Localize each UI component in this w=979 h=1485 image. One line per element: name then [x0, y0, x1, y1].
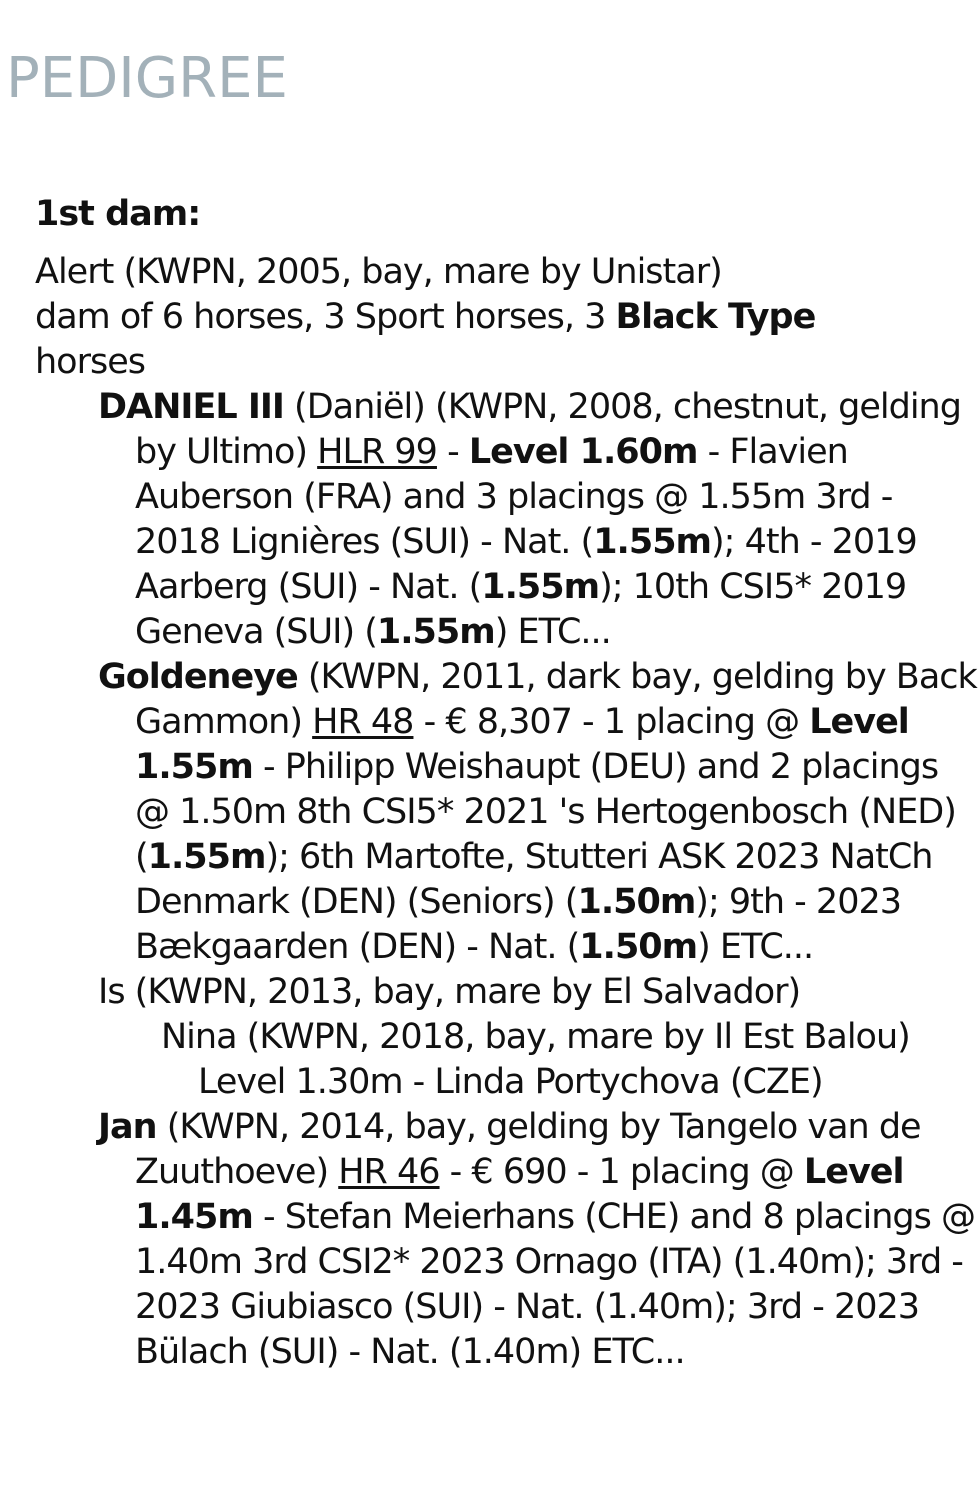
offspring-details: (Daniël) (KWPN, 2008, chestnut, gelding by Ultimo)	[135, 387, 961, 472]
height-value: 1.50m	[577, 882, 696, 922]
rating-link[interactable]: HR 46	[338, 1152, 440, 1192]
page-title: PEDIGREE	[6, 46, 288, 111]
offspring-level: Level 1.55m	[135, 702, 909, 787]
black-type-label: Black Type	[615, 297, 816, 337]
grand-offspring-entry	[161, 1015, 979, 1060]
offspring-level: Level 1.60m	[468, 432, 698, 472]
height-value: 1.55m	[147, 837, 266, 877]
offspring-details: - Stefan Meierhans (CHE) and 8 placings @ 1.40m 3rd CSI2* 2023 Ornago (ITA) (1.40m); 3rd - 2023 Giubiasco (SUI) - Nat. (1.40m); 3rd - 2023 Bülach (SUI) - Nat. (1.40m) ETC...	[135, 1197, 975, 1372]
offspring-details: ); 9th - 2023 Bækgaarden (DEN) - Nat. (	[135, 882, 901, 967]
height-value: 1.55m	[481, 567, 600, 607]
offspring-entry	[98, 655, 979, 970]
first-dam-heading: 1st dam:	[35, 194, 201, 234]
offspring-name: Jan	[98, 1107, 157, 1147]
offspring-details: ); 4th - 2019 Aarberg (SUI) - Nat. (	[135, 522, 917, 607]
height-value: 1.55m	[593, 522, 712, 562]
offspring-details: ) ETC...	[494, 612, 611, 652]
grand-offspring-level	[198, 1060, 979, 1105]
offspring-name: DANIEL III	[98, 387, 284, 427]
pedigree-content	[35, 190, 979, 1375]
dam-summary	[35, 295, 979, 385]
height-value: 1.50m	[579, 927, 698, 967]
height-value: 1.55m	[376, 612, 495, 652]
rating-link[interactable]: HR 48	[312, 702, 414, 742]
rating-link[interactable]: HLR 99	[317, 432, 437, 472]
offspring-level: Level 1.45m	[135, 1152, 904, 1237]
offspring-details: ); 10th CSI5* 2019 Geneva (SUI) (	[135, 567, 907, 652]
grand-offspring-details: Nina (KWPN, 2018, bay, mare by Il Est Balou)	[161, 1017, 910, 1057]
offspring-details: - € 690 - 1 placing @	[439, 1152, 804, 1192]
offspring-entry	[98, 1105, 979, 1375]
offspring-details: - € 8,307 - 1 placing @	[413, 702, 810, 742]
dam-summary-suffix: horses	[35, 342, 145, 382]
offspring-details: -	[436, 432, 469, 472]
grand-offspring-level-text: Level 1.30m - Linda Portychova (CZE)	[198, 1062, 823, 1102]
offspring-details: (KWPN, 2014, bay, gelding by Tangelo van de Zuuthoeve)	[135, 1107, 921, 1192]
offspring-details: ) ETC...	[697, 927, 814, 967]
offspring-details: - Flavien Auberson (FRA) and 3 placings @ 1.55m 3rd - 2018 Lignières (SUI) - Nat. (	[135, 432, 893, 562]
offspring-details: - Philipp Weishaupt (DEU) and 2 placings @ 1.50m 8th CSI5* 2021 's Hertogenbosch (NED) (	[135, 747, 956, 877]
offspring-details: Is (KWPN, 2013, bay, mare by El Salvador)	[98, 972, 801, 1012]
offspring-name: Goldeneye	[98, 657, 298, 697]
dam-summary-text: dam of 6 horses, 3 Sport horses, 3	[35, 297, 616, 337]
offspring-details: ); 6th Martofte, Stutteri ASK 2023 NatCh Denmark (DEN) (Seniors) (	[135, 837, 933, 922]
offspring-details: (KWPN, 2011, dark bay, gelding by Back Gammon)	[135, 657, 977, 742]
offspring-entry	[98, 385, 979, 655]
dam-description: Alert (KWPN, 2005, bay, mare by Unistar)	[35, 252, 722, 292]
offspring-entry	[98, 970, 979, 1015]
